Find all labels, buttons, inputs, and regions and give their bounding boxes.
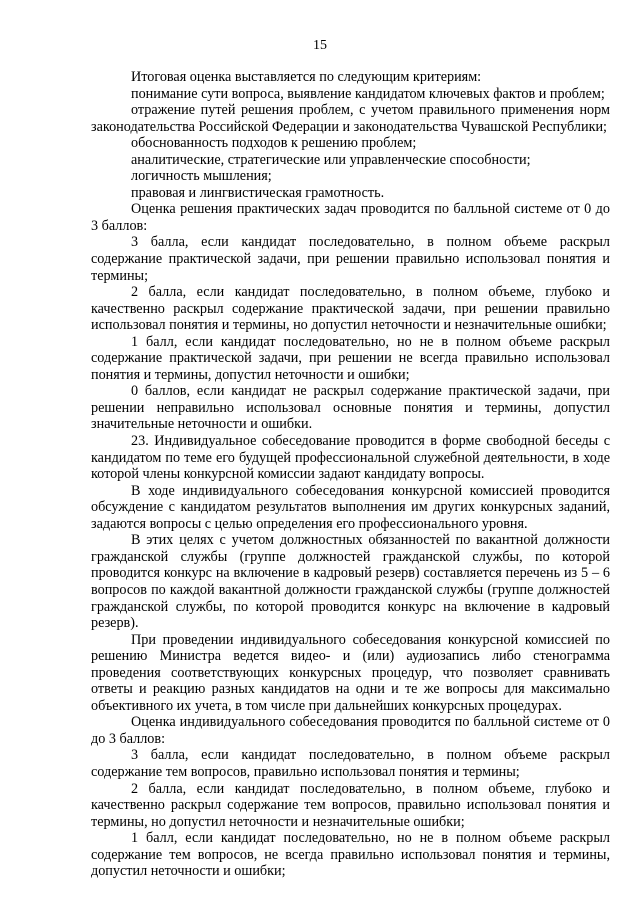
- page-number: 15: [313, 38, 327, 53]
- paragraph: правовая и лингвистическая грамотность.: [131, 184, 385, 201]
- paragraph: понимание сути вопроса, выявление кандидатом ключевых фактов и проблем;: [131, 85, 605, 102]
- paragraph: Оценка индивидуального собеседования проводится по балльной системе от 0 до 3 баллов:: [91, 714, 610, 747]
- paragraph: В ходе индивидуального собеседования конкурсной комиссией проводится обсуждение с кандидатом результатов выполнения им других конкурсных заданий, задаются вопросы с целью определения его профессионального уровня.: [91, 482, 610, 532]
- paragraph: 2 балла, если кандидат последовательно, в полном объеме, глубоко и качественно раскрыл содержание тем вопросов, правильно использовал понятия и термины, но допустил неточности и незначительные ошибки;: [91, 780, 610, 830]
- paragraph: 2 балла, если кандидат последовательно, в полном объеме, глубоко и качественно раскрыл содержание практической задачи, при решении правильно использовал понятия и термины, но допустил неточности и незначительные ошибки;: [91, 284, 610, 334]
- paragraph: 1 балл, если кандидат последовательно, но не в полном объеме раскрыл содержание тем вопросов, не всегда правильно использовал понятия и термины, допустил неточности и ошибки;: [91, 830, 610, 880]
- paragraph: 0 баллов, если кандидат не раскрыл содержание практической задачи, при решении неправильно использовал основные понятия и термины, допустил значительные неточности и ошибки.: [91, 383, 610, 433]
- paragraph: 1 балл, если кандидат последовательно, но не в полном объеме раскрыл содержание практической задачи, при решении не всегда правильно использовал понятия и термины, допустил неточности и ошибки;: [91, 333, 610, 383]
- paragraph: 3 балла, если кандидат последовательно, в полном объеме раскрыл содержание тем вопросов, правильно использовал понятия и термины;: [91, 747, 610, 780]
- paragraph: логичность мышления;: [131, 168, 272, 185]
- paragraph: аналитические, стратегические или управленческие способности;: [131, 151, 531, 168]
- paragraph: Итоговая оценка выставляется по следующим критериям:: [131, 69, 482, 85]
- paragraph: При проведении индивидуального собеседования конкурсной комиссией по решению Министра ведется видео- и (или) аудиозапись либо стенограмма проведения соответствующих конкурсных процедур, что позволяет сравнивать ответы и реакцию разных кандидатов на одни и те же вопросы для максимально объективного их учета, в том числе при дальнейших конкурсных процедурах.: [91, 631, 610, 714]
- paragraph: обоснованность подходов к решению проблем;: [131, 135, 417, 152]
- paragraph: 3 балла, если кандидат последовательно, в полном объеме раскрыл содержание практической задачи, при решении правильно использовал понятия и термины;: [91, 234, 610, 284]
- paragraph: отражение путей решения проблем, с учетом правильного применения норм законодательства Российской Федерации и законодательства Чувашской Республики;: [91, 102, 610, 135]
- document-body: [91, 69, 610, 880]
- paragraph: В этих целях с учетом должностных обязанностей по вакантной должности гражданской службы (группе должностей гражданской службы, по которой проводится конкурс на включение в кадровый резерв) составляется перечень из 5 – 6 вопросов по каждой вакантной должности гражданской службы (группе должностей гражданской службы, по которой проводится конкурс на включение в кадровый резерв).: [91, 532, 610, 632]
- paragraph: 23. Индивидуальное собеседование проводится в форме свободной беседы с кандидатом по теме его будущей профессиональной служебной деятельности, в ходе которой члены конкурсной комиссии задают кандидату вопросы.: [91, 433, 610, 483]
- paragraph: Оценка решения практических задач проводится по балльной системе от 0 до 3 баллов:: [91, 201, 610, 234]
